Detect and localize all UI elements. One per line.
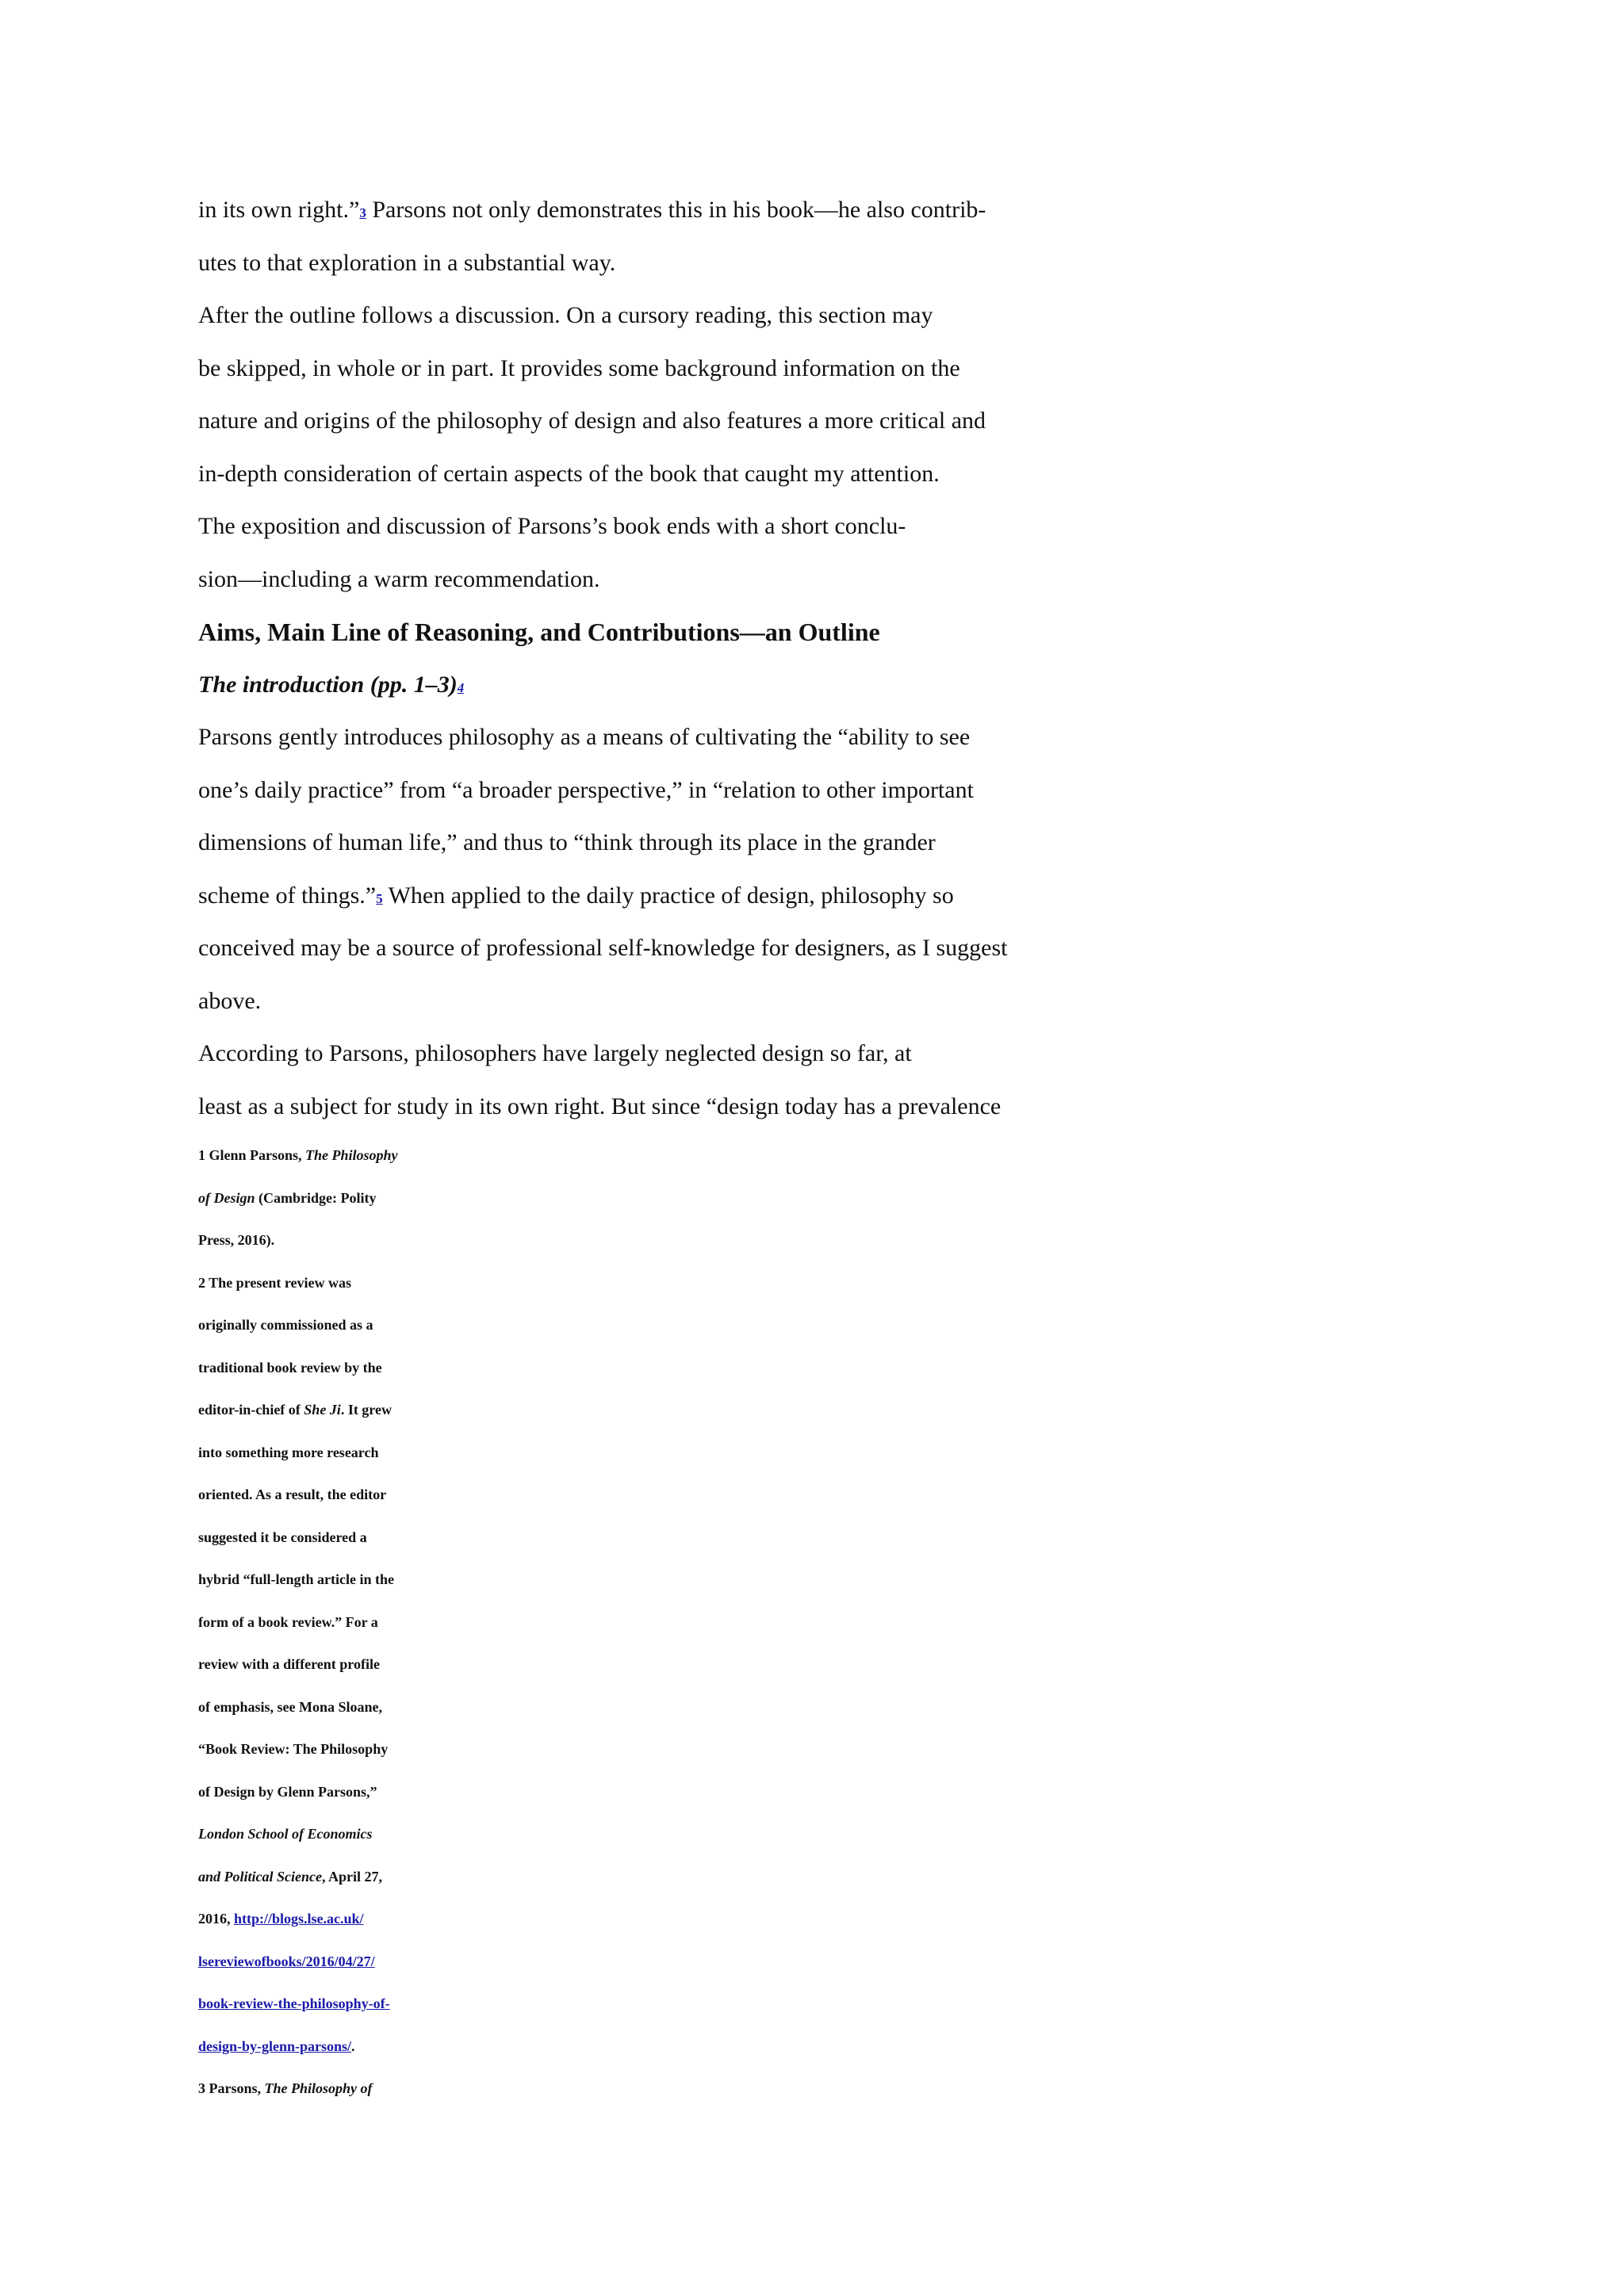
footnote-line	[198, 2070, 468, 2113]
paragraph-line	[198, 874, 1118, 927]
footnote-line: form of a book review.” For a	[198, 1613, 378, 1630]
footnote-line: oriented. As a result, the editor	[198, 1487, 387, 1502]
paragraph-line: nature and origins of the philosophy of design and also features a more critical and	[198, 408, 986, 434]
text-span: . It grew	[340, 1402, 392, 1418]
footnote-line: Press, 2016).	[198, 1232, 275, 1248]
footnote-line	[198, 1137, 468, 1180]
paragraph-line: dimensions of human life,” and thus to “think through its place in the grander	[198, 829, 936, 855]
paragraph-line: one’s daily practice” from “a broader perspective,” in “relation to other important	[198, 776, 974, 803]
text-span: 2016,	[198, 1911, 234, 1927]
subheading-text: The introduction (pp. 1–3)	[198, 671, 458, 698]
footnote-line: into something more research	[198, 1444, 379, 1460]
footnote-ref-4[interactable]: 4	[457, 679, 465, 695]
paragraph-line: The exposition and discussion of Parsons’s book ends with a short conclu-	[198, 513, 906, 539]
footnote-line: of emphasis, see Mona Sloane,	[198, 1698, 383, 1715]
book-title: The Philosophy of	[264, 2080, 373, 2096]
journal-title: She Ji	[304, 1402, 341, 1418]
footnote-line	[198, 1391, 468, 1434]
text-span: (Cambridge: Polity	[255, 1189, 377, 1206]
paragraph-line	[198, 188, 1118, 241]
text-span: .	[351, 2038, 355, 2054]
footnote-line	[198, 1943, 468, 1986]
book-title: The Philosophy	[305, 1147, 398, 1163]
text-span: scheme of things.”	[198, 882, 377, 909]
section-heading: Aims, Main Line of Reasoning, and Contributions—an Outline	[198, 618, 880, 646]
footnote-line	[198, 2028, 468, 2071]
text-span: Parsons not only demonstrates this in his book—he also contrib-	[366, 197, 986, 223]
text-span: in its own right.”	[198, 197, 360, 223]
url-link[interactable]: book-review-the-philosophy-of-	[198, 1996, 390, 2011]
book-title: of Design	[198, 1189, 255, 1206]
footnote-ref-5[interactable]: 5	[376, 890, 383, 906]
paragraph-line: above.	[198, 987, 262, 1014]
text-span: 1 Glenn Parsons,	[198, 1147, 306, 1163]
text-span: editor-in-chief of	[198, 1402, 304, 1418]
footnotes	[198, 1137, 468, 2113]
subsection-heading	[198, 663, 1118, 716]
paragraph-line: conceived may be a source of professional self-knowledge for designers, as I suggest	[198, 935, 1008, 961]
url-link[interactable]: http://blogs.lse.ac.uk/	[234, 1911, 364, 1927]
body-text	[198, 188, 1118, 1137]
footnote-line: 2 The present review was	[198, 1274, 351, 1291]
publisher-title: and Political Science	[198, 1868, 322, 1885]
footnote-line	[198, 1180, 468, 1223]
footnote-line	[198, 1900, 468, 1943]
footnote-line: hybrid “full-length article in the	[198, 1571, 394, 1587]
paragraph-line: least as a subject for study in its own right. But since “design today has a prevalence	[198, 1093, 1002, 1119]
paragraph-line: sion—including a warm recommendation.	[198, 565, 600, 592]
url-link[interactable]: design-by-glenn-parsons/	[198, 2038, 352, 2054]
footnote-ref-3[interactable]: 3	[359, 205, 366, 220]
footnote-line	[198, 1985, 468, 2028]
text-span: 3 Parsons,	[198, 2080, 265, 2096]
footnote-line	[198, 1816, 468, 1858]
footnote-line: review with a different profile	[198, 1656, 380, 1672]
url-link[interactable]: lsereviewofbooks/2016/04/27/	[198, 1953, 375, 1969]
footnote-line	[198, 1858, 468, 1901]
text-span: , April 27,	[321, 1868, 382, 1885]
text-span: When applied to the daily practice of design, philosophy so	[382, 882, 954, 909]
paragraph-line: According to Parsons, philosophers have largely neglected design so far, at	[198, 1040, 912, 1066]
publisher-title: London School of Economics	[198, 1826, 373, 1842]
footnote-line: “Book Review: The Philosophy	[198, 1741, 389, 1757]
footnote-line: originally commissioned as a	[198, 1317, 373, 1333]
paragraph-line: be skipped, in whole or in part. It provides some background information on the	[198, 354, 960, 381]
paragraph-line: After the outline follows a discussion. On a cursory reading, this section may	[198, 302, 933, 328]
paragraph-line: in-depth consideration of certain aspects of the book that caught my attention.	[198, 460, 940, 487]
footnote-line: traditional book review by the	[198, 1359, 382, 1376]
paragraph-line: Parsons gently introduces philosophy as a means of cultivating the “ability to see	[198, 724, 971, 750]
paragraph-line: utes to that exploration in a substantial way.	[198, 249, 616, 276]
footnote-line: of Design by Glenn Parsons,”	[198, 1783, 377, 1800]
footnote-line: suggested it be considered a	[198, 1529, 367, 1545]
